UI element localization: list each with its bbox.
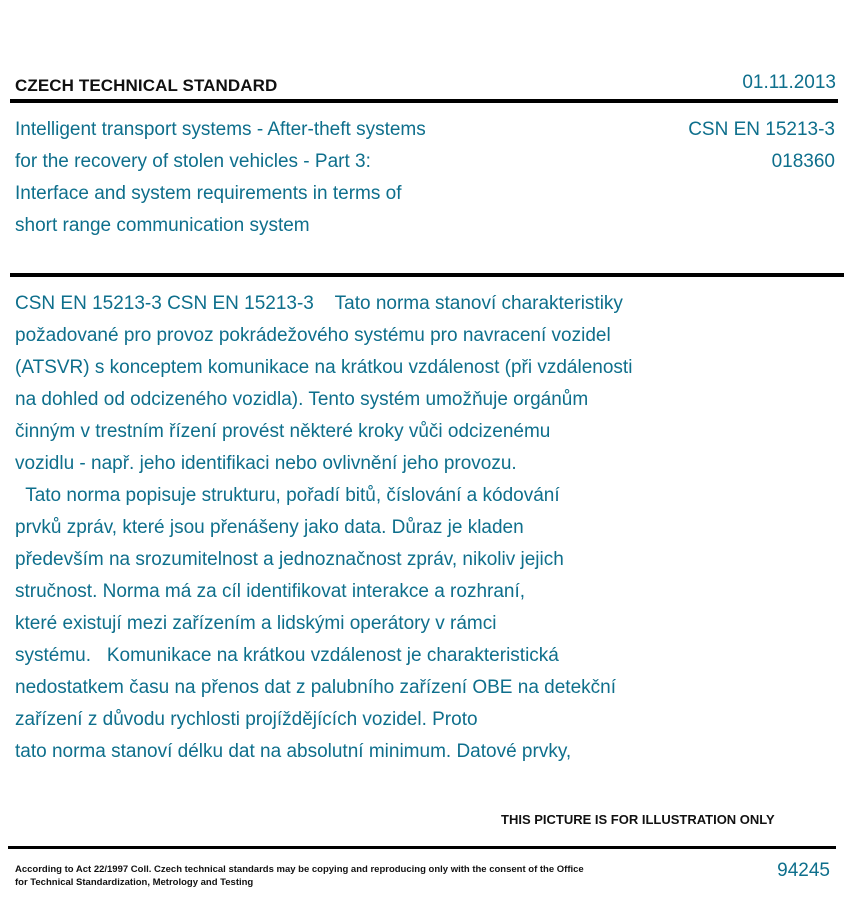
- abstract-line: Tato norma popisuje strukturu, pořadí bitů, číslování a kódování: [15, 485, 560, 506]
- footer-divider: [8, 846, 836, 849]
- standard-code: CSN EN 15213-3: [688, 119, 835, 140]
- abstract-line: požadované pro provoz pokrádežového systému pro navracení vozidel: [15, 325, 611, 346]
- copyright-line: for Technical Standardization, Metrology and Testing: [15, 876, 254, 888]
- copyright-line: According to Act 22/1997 Coll. Czech technical standards may be copying and reproducing only with the consent of the Office: [15, 864, 584, 875]
- header-divider: [10, 99, 838, 103]
- standard-abstract: [15, 288, 775, 768]
- copyright-notice: [15, 864, 615, 889]
- abstract-line: stručnost. Norma má za cíl identifikovat interakce a rozhraní,: [15, 581, 526, 602]
- document-number: 94245: [777, 860, 830, 881]
- title-line: Interface and system requirements in terms of: [15, 183, 402, 204]
- title-line: short range communication system: [15, 215, 310, 236]
- catalog-number: 018360: [771, 151, 835, 172]
- standard-identifiers: [688, 114, 835, 178]
- title-divider: [10, 273, 844, 277]
- abstract-line: činným v trestním řízení provést některé kroky vůči odcizenému: [15, 421, 551, 442]
- abstract-line: především na srozumitelnost a jednoznačnost zpráv, nikoliv jejich: [15, 549, 564, 570]
- illustration-disclaimer: THIS PICTURE IS FOR ILLUSTRATION ONLY: [501, 812, 775, 827]
- title-line: for the recovery of stolen vehicles - Part 3:: [15, 151, 371, 172]
- standard-title: [15, 114, 535, 242]
- abstract-line: CSN EN 15213-3 CSN EN 15213-3 Tato norma stanoví charakteristiky: [15, 293, 623, 314]
- abstract-line: které existují mezi zařízením a lidskými operátory v rámci: [15, 613, 497, 634]
- title-line: Intelligent transport systems - After-theft systems: [15, 119, 426, 140]
- document-type-label: CZECH TECHNICAL STANDARD: [15, 76, 278, 95]
- abstract-line: systému. Komunikace na krátkou vzdálenost je charakteristická: [15, 645, 559, 666]
- abstract-line: vozidlu - např. jeho identifikaci nebo ovlivnění jeho provozu.: [15, 453, 517, 474]
- publication-date: 01.11.2013: [742, 72, 836, 93]
- abstract-line: na dohled od odcizeného vozidla). Tento systém umožňuje orgánům: [15, 389, 589, 410]
- abstract-line: zařízení z důvodu rychlosti projíždějících vozidel. Proto: [15, 709, 478, 730]
- abstract-line: nedostatkem času na přenos dat z palubního zařízení OBE na detekční: [15, 677, 616, 698]
- abstract-line: tato norma stanoví délku dat na absolutní minimum. Datové prvky,: [15, 741, 572, 762]
- abstract-line: (ATSVR) s konceptem komunikace na krátkou vzdálenost (při vzdálenosti: [15, 357, 633, 378]
- abstract-line: prvků zpráv, které jsou přenášeny jako data. Důraz je kladen: [15, 517, 524, 538]
